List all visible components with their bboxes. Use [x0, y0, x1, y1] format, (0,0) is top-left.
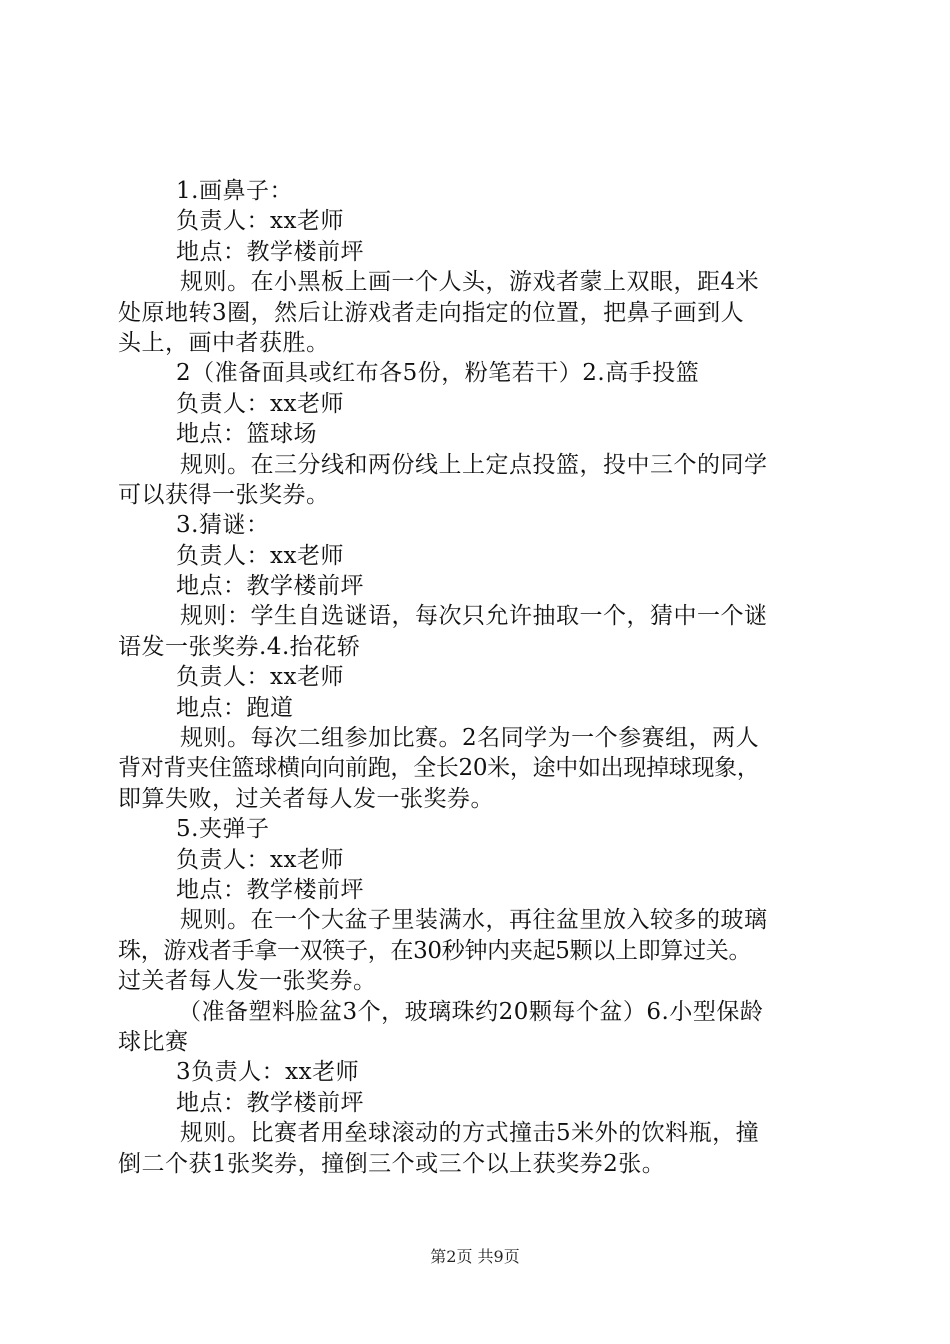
paragraph-line: 2（准备面具或红布各5份，粉笔若干）2.高手投篮	[176, 360, 700, 387]
paragraph-line: 过关者每人发一张奖券。	[118, 968, 377, 995]
paragraph-line: 规则：学生自选谜语，每次只允许抽取一个，猜中一个谜	[180, 603, 768, 630]
paragraph-line: 负责人：xx老师	[176, 664, 344, 691]
paragraph-line: 地点：教学楼前坪	[176, 573, 364, 600]
paragraph-line: 规则。每次二组参加比赛。2名同学为一个参赛组，两人	[180, 725, 760, 752]
paragraph-line: 3负责人：xx老师	[176, 1059, 360, 1086]
paragraph-line: 珠，游戏者手拿一双筷子，在30秒钟内夹起5颗以上即算过关。	[118, 937, 752, 964]
paragraph-line: 处原地转3圈，然后让游戏者走向指定的位置，把鼻子画到人	[118, 299, 745, 326]
paragraph-line: 可以获得一张奖券。	[118, 481, 330, 508]
paragraph-line: 背对背夹住篮球横向向前跑，全长20米，途中如出现掉球现象，	[118, 755, 760, 782]
paragraph-line: 地点：跑道	[176, 694, 294, 721]
paragraph-line: 负责人：xx老师	[176, 208, 344, 235]
paragraph-line: （准备塑料脸盆3个，玻璃珠约20颗每个盆）6.小型保龄	[178, 998, 764, 1025]
section-heading: 5.夹弹子	[176, 816, 270, 843]
paragraph-line: 规则。在三分线和两份线上上定点投篮，投中三个的同学	[180, 451, 768, 478]
paragraph-line: 规则。比赛者用垒球滚动的方式撞击5米外的饮料瓶，撞	[180, 1120, 760, 1147]
paragraph-line: 头上，画中者获胜。	[118, 329, 330, 356]
paragraph-line: 语发一张奖券.4.抬花轿	[118, 633, 361, 660]
section-heading: 1.画鼻子：	[176, 178, 293, 204]
paragraph-line: 地点：教学楼前坪	[176, 876, 364, 903]
paragraph-line: 地点：教学楼前坪	[176, 1089, 364, 1116]
paragraph-line: 球比赛	[118, 1028, 189, 1055]
paragraph-line: 规则。在小黑板上画一个人头，游戏者蒙上双眼，距4米	[180, 269, 760, 296]
document-body	[118, 176, 838, 1179]
paragraph-line: 负责人：xx老师	[176, 390, 344, 417]
paragraph-line: 规则。在一个大盆子里装满水，再往盆里放入较多的玻璃	[180, 907, 768, 934]
paragraph-line: 负责人：xx老师	[176, 846, 344, 873]
paragraph-line: 倒二个获1张奖券，撞倒三个或三个以上获奖券2张。	[118, 1150, 666, 1177]
paragraph-line: 负责人：xx老师	[176, 542, 344, 569]
section-heading: 3.猜谜：	[176, 512, 270, 539]
paragraph-line: 即算失败，过关者每人发一张奖券。	[118, 785, 494, 812]
page-number-footer: 第2页 共9页	[430, 1247, 520, 1266]
paragraph-line: 地点：篮球场	[176, 421, 317, 448]
paragraph-line: 地点：教学楼前坪	[176, 238, 364, 265]
